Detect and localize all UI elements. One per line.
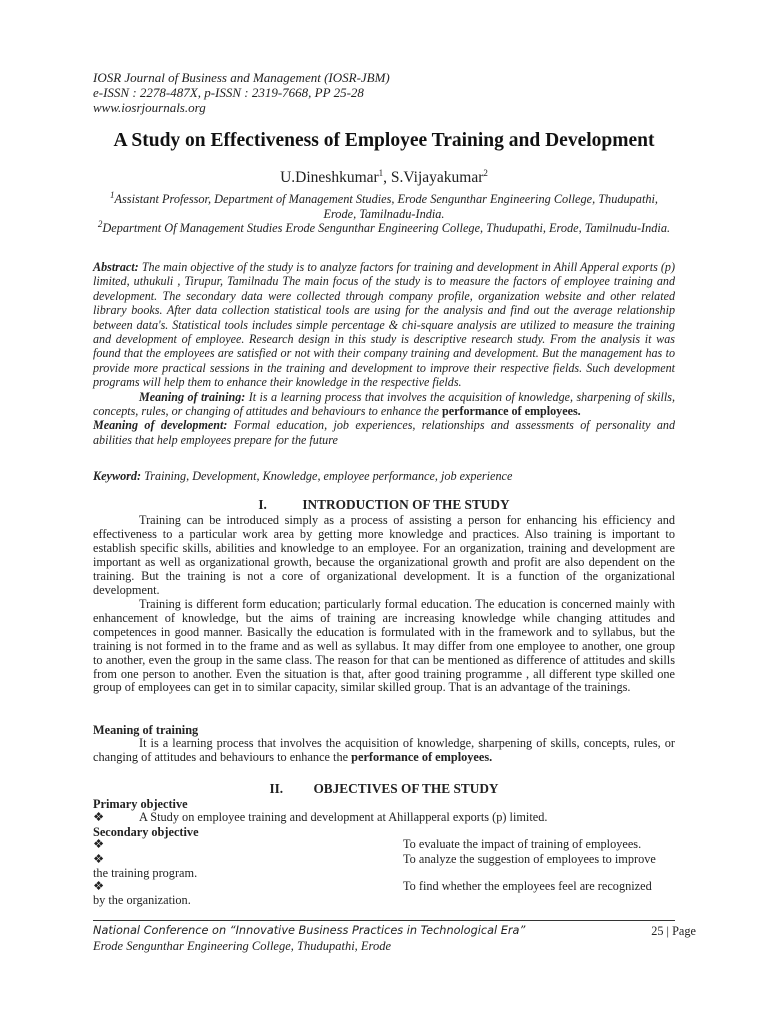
affiliation-2-sup: 2 — [97, 219, 103, 229]
primary-objective-item — [93, 810, 675, 825]
paper-title: A Study on Effectiveness of Employee Training and Development — [113, 130, 655, 151]
author-2-sup: 2 — [483, 168, 488, 178]
footer-divider — [93, 920, 675, 921]
intro-paragraph-2: Training is different form education; particularly formal education. The education is concerned mainly with enhancement of knowledge, but the aims of training are increasing knowledge while changing attitudes and competences in good manner. Basically the education is formulated with in the framework and to syllabus, but the training is not formed in to the frame and as well as syllabus. It may differ from one employee to another, one group to another, even the group in the same class. The reason for that can be mentioned as difference of attitudes and skills from one person to another. Even the situation is that, after good training programme , all different type skilled one group of employees can get in to similar capacity, similar skilled group. That is an advantage of the trainings. — [93, 597, 675, 695]
secondary-objective-item-1 — [93, 838, 675, 852]
section-1-title: INTRODUCTION OF THE STUDY — [302, 497, 510, 512]
meaning-of-training-text — [93, 737, 675, 765]
secondary-objective-3-cont: by the organization. — [93, 892, 191, 907]
section-2-number: II. — [269, 781, 284, 796]
footer-college: Erode Sengunthar Engineering College, Thudupathi, Erode — [93, 939, 391, 953]
author-1: U.Dineshkumar — [280, 169, 379, 187]
secondary-objective-1-text: To evaluate the impact of training of employees. — [403, 837, 642, 851]
journal-name: IOSR Journal of Business and Management (IOSR-JBM) — [93, 70, 390, 85]
secondary-objective-item-3 — [93, 880, 675, 908]
keyword-label: Keyword: — [93, 469, 142, 483]
secondary-objective-item-2 — [93, 853, 675, 881]
affiliation-1-text: Assistant Professor, Department of Management Studies, Erode Sengunthar Engineering College, Thudupathi, Erode, Tamilnadu-India. — [114, 192, 659, 221]
secondary-objective-2-text: To analyze the suggestion of employees to improve — [403, 852, 656, 866]
affiliation-2-text: Department Of Management Studies Erode Sengunthar Engineering College, Thudupathi, Erode, Tamilnudu-India. — [102, 221, 671, 236]
primary-objective-heading: Primary objective — [93, 797, 188, 811]
bullet-diamond-icon: ❖ — [93, 837, 105, 851]
meaning-training-body: It is a learning process that involves the acquisition of knowledge, sharpening of skills, concepts, rules, or changing of attitudes and behaviours to enhance the — [93, 736, 675, 764]
author-separator: , — [383, 169, 391, 187]
meaning-of-training-heading: Meaning of training — [93, 723, 199, 737]
abstract-label: Abstract: — [93, 260, 139, 274]
abstract-development-text: Formal education, job experiences, relationships and assessments of personality and abilities that help employees prepare for the future — [93, 418, 675, 447]
journal-issn: e-ISSN : 2278-487X, p-ISSN : 2319-7668, PP 25-28 — [93, 85, 364, 100]
section-1-heading — [0, 497, 768, 513]
abstract-meaning-training — [93, 390, 675, 419]
bullet-diamond-icon: ❖ — [93, 852, 105, 866]
keyword-text: Training, Development, Knowledge, employee performance, job experience — [141, 469, 513, 483]
author-2: S.Vijayakumar — [390, 169, 484, 187]
abstract-training-bold: performance of employees. — [441, 404, 581, 419]
secondary-objective-2-cont: the training program. — [93, 865, 198, 880]
section-2-heading — [0, 781, 768, 797]
abstract-text: The main objective of the study is to analyze factors for training and development in Ahill Apperal exports (p) limited, uthukuli , Tirupur, Tamilnadu The main focus of the study is to measure the factors of employee training and development. The secondary data were collected through company profile, organization website and other related library books. After data collection statistical tools are using for the analysis and find out the average relationship between data's. Statistical tools includes simple percentage & chi-square analysis are utilized to measure the training and development of employee. Research design in this study is descriptive research study. From the analysis it was found that the employees are satisfied or not with their company training and development. But the management has to provide more practical sessions in the training and development to improve their respective fields. Such development programs will help them to enhance their knowledge in the respective fields. — [93, 260, 675, 390]
page-number: 25 | Page — [651, 924, 696, 938]
secondary-objective-3-text: To find whether the employees feel are recognized — [403, 879, 652, 893]
section-2-title: OBJECTIVES OF THE STUDY — [313, 781, 499, 796]
bullet-diamond-icon: ❖ — [93, 810, 105, 824]
abstract-paragraph — [93, 260, 675, 390]
bullet-diamond-icon: ❖ — [93, 879, 105, 893]
author-1-sup: 1 — [378, 168, 384, 178]
abstract-training-text: It is a learning process that involves the acquisition of knowledge, sharpening of skills, concepts, rules, or changing of attitudes and behaviours to enhance the — [93, 389, 675, 419]
section-1-number: I. — [258, 497, 267, 512]
meaning-training-bold: performance of employees. — [351, 749, 493, 764]
keywords — [93, 469, 675, 484]
secondary-objective-heading: Secondary objective — [93, 825, 199, 839]
intro-paragraph-1: Training can be introduced simply as a process of assisting a person for enhancing his efficiency and effectiveness to a particular work area by getting more knowledge and practices. Also training is important to establish specific skills, abilities and knowledge to an employee. For an organization, training and development are important as well as organizational growth, because the organizational growth and profit are also dependent on the training. But the training is not a core of organizational development. It is a function of the organizational development. — [93, 513, 675, 597]
primary-objective-text: A Study on employee training and development at Ahillapperal exports (p) limited. — [139, 810, 548, 824]
abstract-meaning-development — [93, 418, 675, 447]
abstract — [93, 260, 675, 447]
abstract-development-label: Meaning of development: — [93, 418, 228, 433]
abstract-training-label: Meaning of training: — [139, 389, 246, 404]
journal-website: www.iosrjournals.org — [93, 100, 206, 115]
affiliation-1-sup: 1 — [109, 190, 115, 200]
affiliation-2 — [93, 217, 675, 236]
footer-conference: National Conference on “Innovative Business Practices in Technological Era” — [93, 924, 526, 937]
authors-line — [0, 168, 768, 187]
